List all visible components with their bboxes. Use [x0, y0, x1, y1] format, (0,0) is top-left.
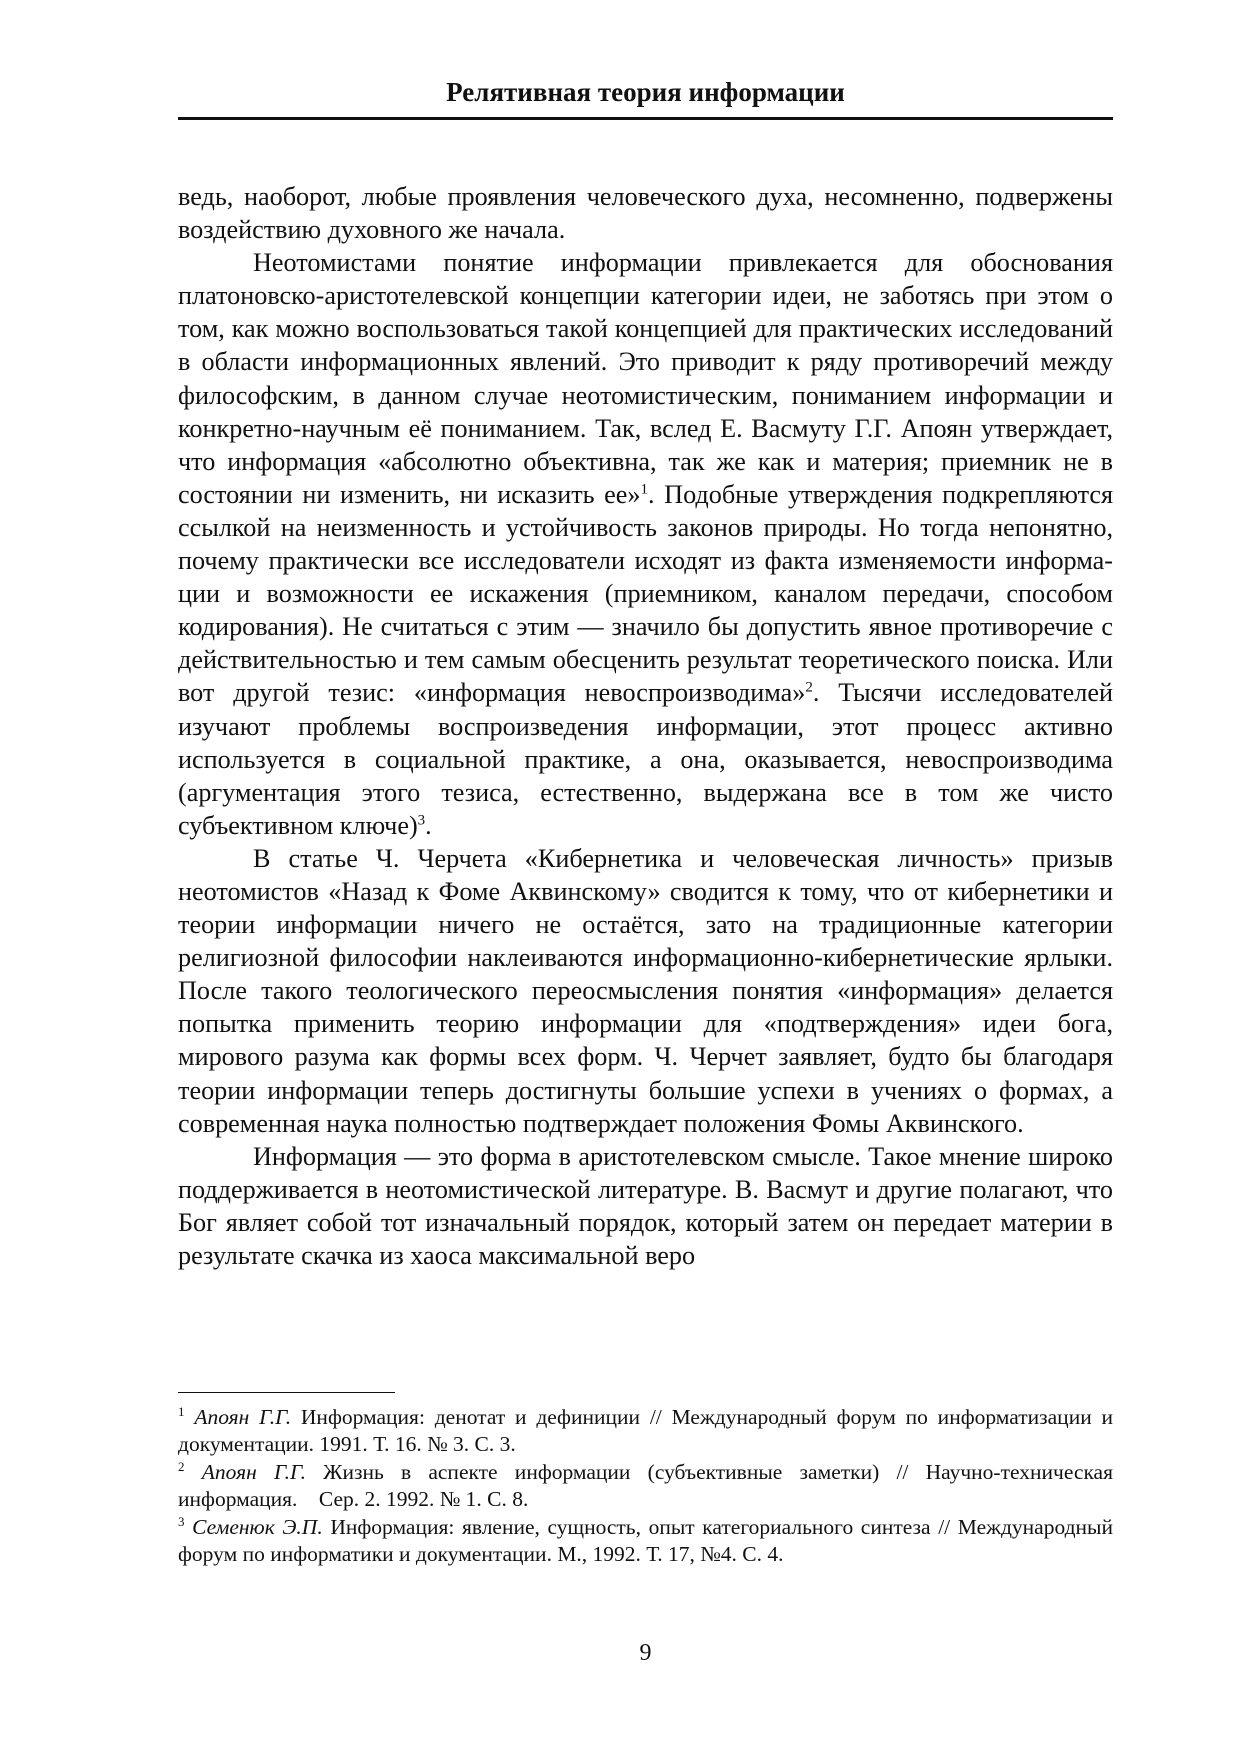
paragraph-4: [178, 1140, 1113, 1272]
footnote-text: Информация: явление, сущность, опыт категориального синтеза // Международный форум по информатики и документации. М., 1992. Т. 17, №4. С. 4.: [178, 1514, 1113, 1567]
paragraph-text: . Тысячи исследователей изучают проблемы воспроизведения информации, этот процесс активно используется в социальной практике, а она, оказывается, невоспроизводима (аргументация этого тезиса, естественно, выдержана все в том же чисто субъективном ключе): [178, 678, 1113, 840]
paragraph-2: [178, 246, 1113, 842]
running-header: Релятивная теория информации: [446, 77, 845, 107]
paragraph-text: .: [425, 810, 432, 840]
footnote-1: [178, 1404, 1113, 1459]
footnote-ref-3: 3: [417, 812, 426, 829]
footnote-author: Семенюк Э.П.: [192, 1514, 323, 1539]
paragraph-1: [178, 180, 1113, 246]
page-number: 9: [639, 1640, 652, 1666]
footnote-text: Жизнь в аспекте информации (субъективные заметки) // Научно-техническая информация. Сер. 2. 1992. № 1. С. 8.: [178, 1459, 1113, 1512]
footnote-ref-2: 2: [805, 679, 813, 696]
footnote-separator: [178, 1392, 395, 1393]
footnote-2: [178, 1459, 1113, 1514]
main-text: [178, 180, 1113, 1272]
footnote-mark: 3: [178, 1513, 185, 1529]
footnote-mark: 2: [178, 1458, 185, 1474]
paragraph-text: Информация — это форма в аристотелевском смысле. Такое мнение широко поддерживается в неотомистической литературе. В. Васмут и другие полагают, что Бог являет собой тот изначальный порядок, который затем он передает материи в результате скачка из хаоса максимальной веро: [178, 1141, 1113, 1270]
footnote-author: Апоян Г.Г.: [201, 1459, 306, 1484]
footnote-3: [178, 1514, 1113, 1569]
paragraph-text: В статье Ч. Черчета «Кибернетика и человеческая личность» призыв неотомистов «Назад к Фоме Аквинскому» сводится к тому, что от кибернетики и теории информации ничего не остаётся, зато на традиционные категории религиозной философии наклеиваются информационно-кибернетические ярлыки. После такого теологического переосмысления понятия «информация» делается попытка применить теорию информации для «подтверждения» идеи бога, мирового разума как формы всех форм. Ч. Черчет заявляет, будто бы благодаря теории информации теперь достигнуты большие успехи в учениях о формах, а современная наука полностью подтверждает положения Фомы Аквинского.: [178, 843, 1113, 1138]
footnote-ref-1: 1: [640, 481, 649, 498]
paragraph-text: ведь, наоборот, любые проявления человеческого духа, несомненно, подвержены воздействию духовного же начала.: [178, 182, 1113, 245]
footnote-mark: 1: [178, 1403, 185, 1419]
paragraph-text: . Подобные утверждения подкрепляются ссылкой на неизменность и устойчивость законов природы. Но тогда непонятно, почему практически все исследователи исходят из факта изменяемости информации и возможности ее искажения (приемником, каналом передачи, способом кодирования). Не считаться с этим — значило бы допустить явное противоречие с действительностью и тем самым обесценить результат теоретического поиска. Или вот другой тезис: «информация невоспроизводима»: [178, 479, 1114, 708]
paragraph-text: Неотомистами понятие информации привлекается для обоснования платоновско-аристотелевской концепции категории идеи, не заботясь при этом о том, как можно воспользоваться такой концепцией для практических исследований в области информационных явлений. Это приводит к ряду противоречий между философским, в данном случае неотомистическим, пониманием информации и конкретно-научным её пониманием. Так, вслед Е. Васмуту Г.Г. Апоян утверждает, что информация «абсолютно объективна, так же как и материя; приемник не в состоянии ни изменить, ни исказить ее»: [178, 248, 1113, 509]
footnotes: [178, 1404, 1113, 1568]
footnote-author: Апоян Г.Г.: [194, 1405, 292, 1429]
header-rule: [178, 117, 1113, 120]
footnote-text: Информация: денотат и дефиниции // Международный форум по информатизации и документации. 1991. Т. 16. № 3. С. 3.: [178, 1405, 1114, 1457]
paragraph-3: [178, 842, 1113, 1140]
